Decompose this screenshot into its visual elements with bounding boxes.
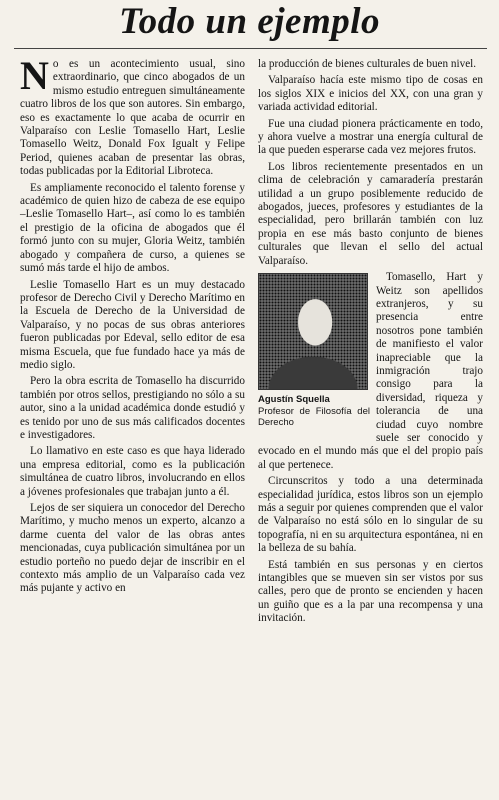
body-paragraph: Tomasello, Hart y Weitz son apellidos extranjeros, y su presencia entre nosotros pone también de manifiesto el valor inapreciable que la inmigración trajo consigo para la diversidad, riqueza y tolerancia de una ciudad cuyo nombre suele ser conocido y evocado en el mundo más que el del propio país al que pertenece. <box>258 271 483 471</box>
left-column <box>20 53 245 599</box>
body-paragraph: Lejos de ser siquiera un conocedor del Derecho Marítimo, y mucho menos un experto, alcanzo a darme cuenta del valor de las obras antes mencionadas, cuya publicación simultánea por un estudio porteño no puedo dejar de inscribir en el contexto más amplio de un Valparaíso cada vez más pujante y activo en <box>20 502 245 595</box>
body-paragraph: Valparaíso hacía este mismo tipo de cosas en los siglos XIX e inicios del XX, con una gran y variada actividad editorial. <box>258 74 483 114</box>
author-photo <box>258 273 368 390</box>
author-name: Agustín Squella <box>258 394 330 406</box>
photo-caption <box>258 394 370 429</box>
body-paragraph: la producción de bienes culturales de buen nivel. <box>258 58 477 70</box>
lead-paragraph <box>20 53 245 179</box>
author-role: Profesor de Filosofía del Derecho <box>258 405 370 429</box>
article-headline: Todo un ejemplo <box>118 1 381 42</box>
body-paragraph: Los libros recientemente presentados en un clima de celebración y camaradería prestarán utilidad a un grupo posiblemente reducido de abogados, jueces, profesores y estudiantes de la especialidad, pero brillarán también con luz propia en ese más basto conjunto de bienes culturales que llevan el sello del actual Valparaíso. <box>258 160 483 267</box>
body-paragraph: Lo llamativo en este caso es que haya liderado una empresa editorial, como es la publicación simultánea de cuatro libros, involucrando en ellos a jóvenes profesionales que trabajan junto a él. <box>20 445 245 498</box>
author-photo-box <box>258 273 370 429</box>
lead-text: o es un acontecimiento usual, sino extraordinario, que cinco abogados de un mismo estudio entreguen simultáneamente cuatro libros de los que son autores. Sin embargo, eso es exactamente lo que acaba de ocurrir en Valparaíso con Leslie Tomasello Hart, Leslie Tomasello Weitz, Donald Fox Igualt y Felipe Period, quienes acaban de presentar las obras, todas publicadas por la Editorial Libroteca. <box>20 58 245 178</box>
body-paragraph: Pero la obra escrita de Tomasello ha discurrido también por otros sellos, prestigiando no sólo a su autor, sino a la unidad académica donde estudió y es tenido por uno de sus más calificados docentes e investigadores. <box>20 375 245 441</box>
body-paragraph: Circunscritos y todo a una determinada especialidad jurídica, estos libros son un ejemplo más a seguir por quienes comprenden que el valor de Valparaíso no está sólo en lo singular de su topografía, ni en su arquitectura espontánea, ni en la belleza de su bahía. <box>258 475 483 555</box>
body-paragraph: Está también en sus personas y en ciertos intangibles que se mueven sin ser vistos por sus calles, pero que de pronto se encienden y hacen un guiño que es a la par una recompensa y una invitación. <box>258 558 483 625</box>
body-paragraph: Es ampliamente reconocido el talento forense y académico de quien hizo de cabeza de ese equipo –Leslie Tomasello Hart–, así como lo es también el prestigio de la oficina de abogados que él formó junto con su mujer, Gloria Weitz, también abogado y compañera de curso, a quienes se sumó más tarde el hijo de ambos. <box>20 181 245 275</box>
body-paragraph: Leslie Tomasello Hart es un muy destacado profesor de Derecho Civil y Derecho Marítimo en la Escuela de Derecho de la Universidad de Valparaíso, y no pocas de sus obras anteriores fueron publicadas por Edeval, sello editor de esa misma Escuela, que fue fundado hace ya más de medio siglo. <box>20 278 245 371</box>
right-column <box>258 58 483 629</box>
body-paragraph: Fue una ciudad pionera prácticamente en todo, y ahora vuelve a mostrar una energía cultural de la que pueden esperarse cada vez mejores frutos. <box>258 117 483 157</box>
drop-cap: N <box>20 53 49 98</box>
headline-rule <box>14 48 487 49</box>
